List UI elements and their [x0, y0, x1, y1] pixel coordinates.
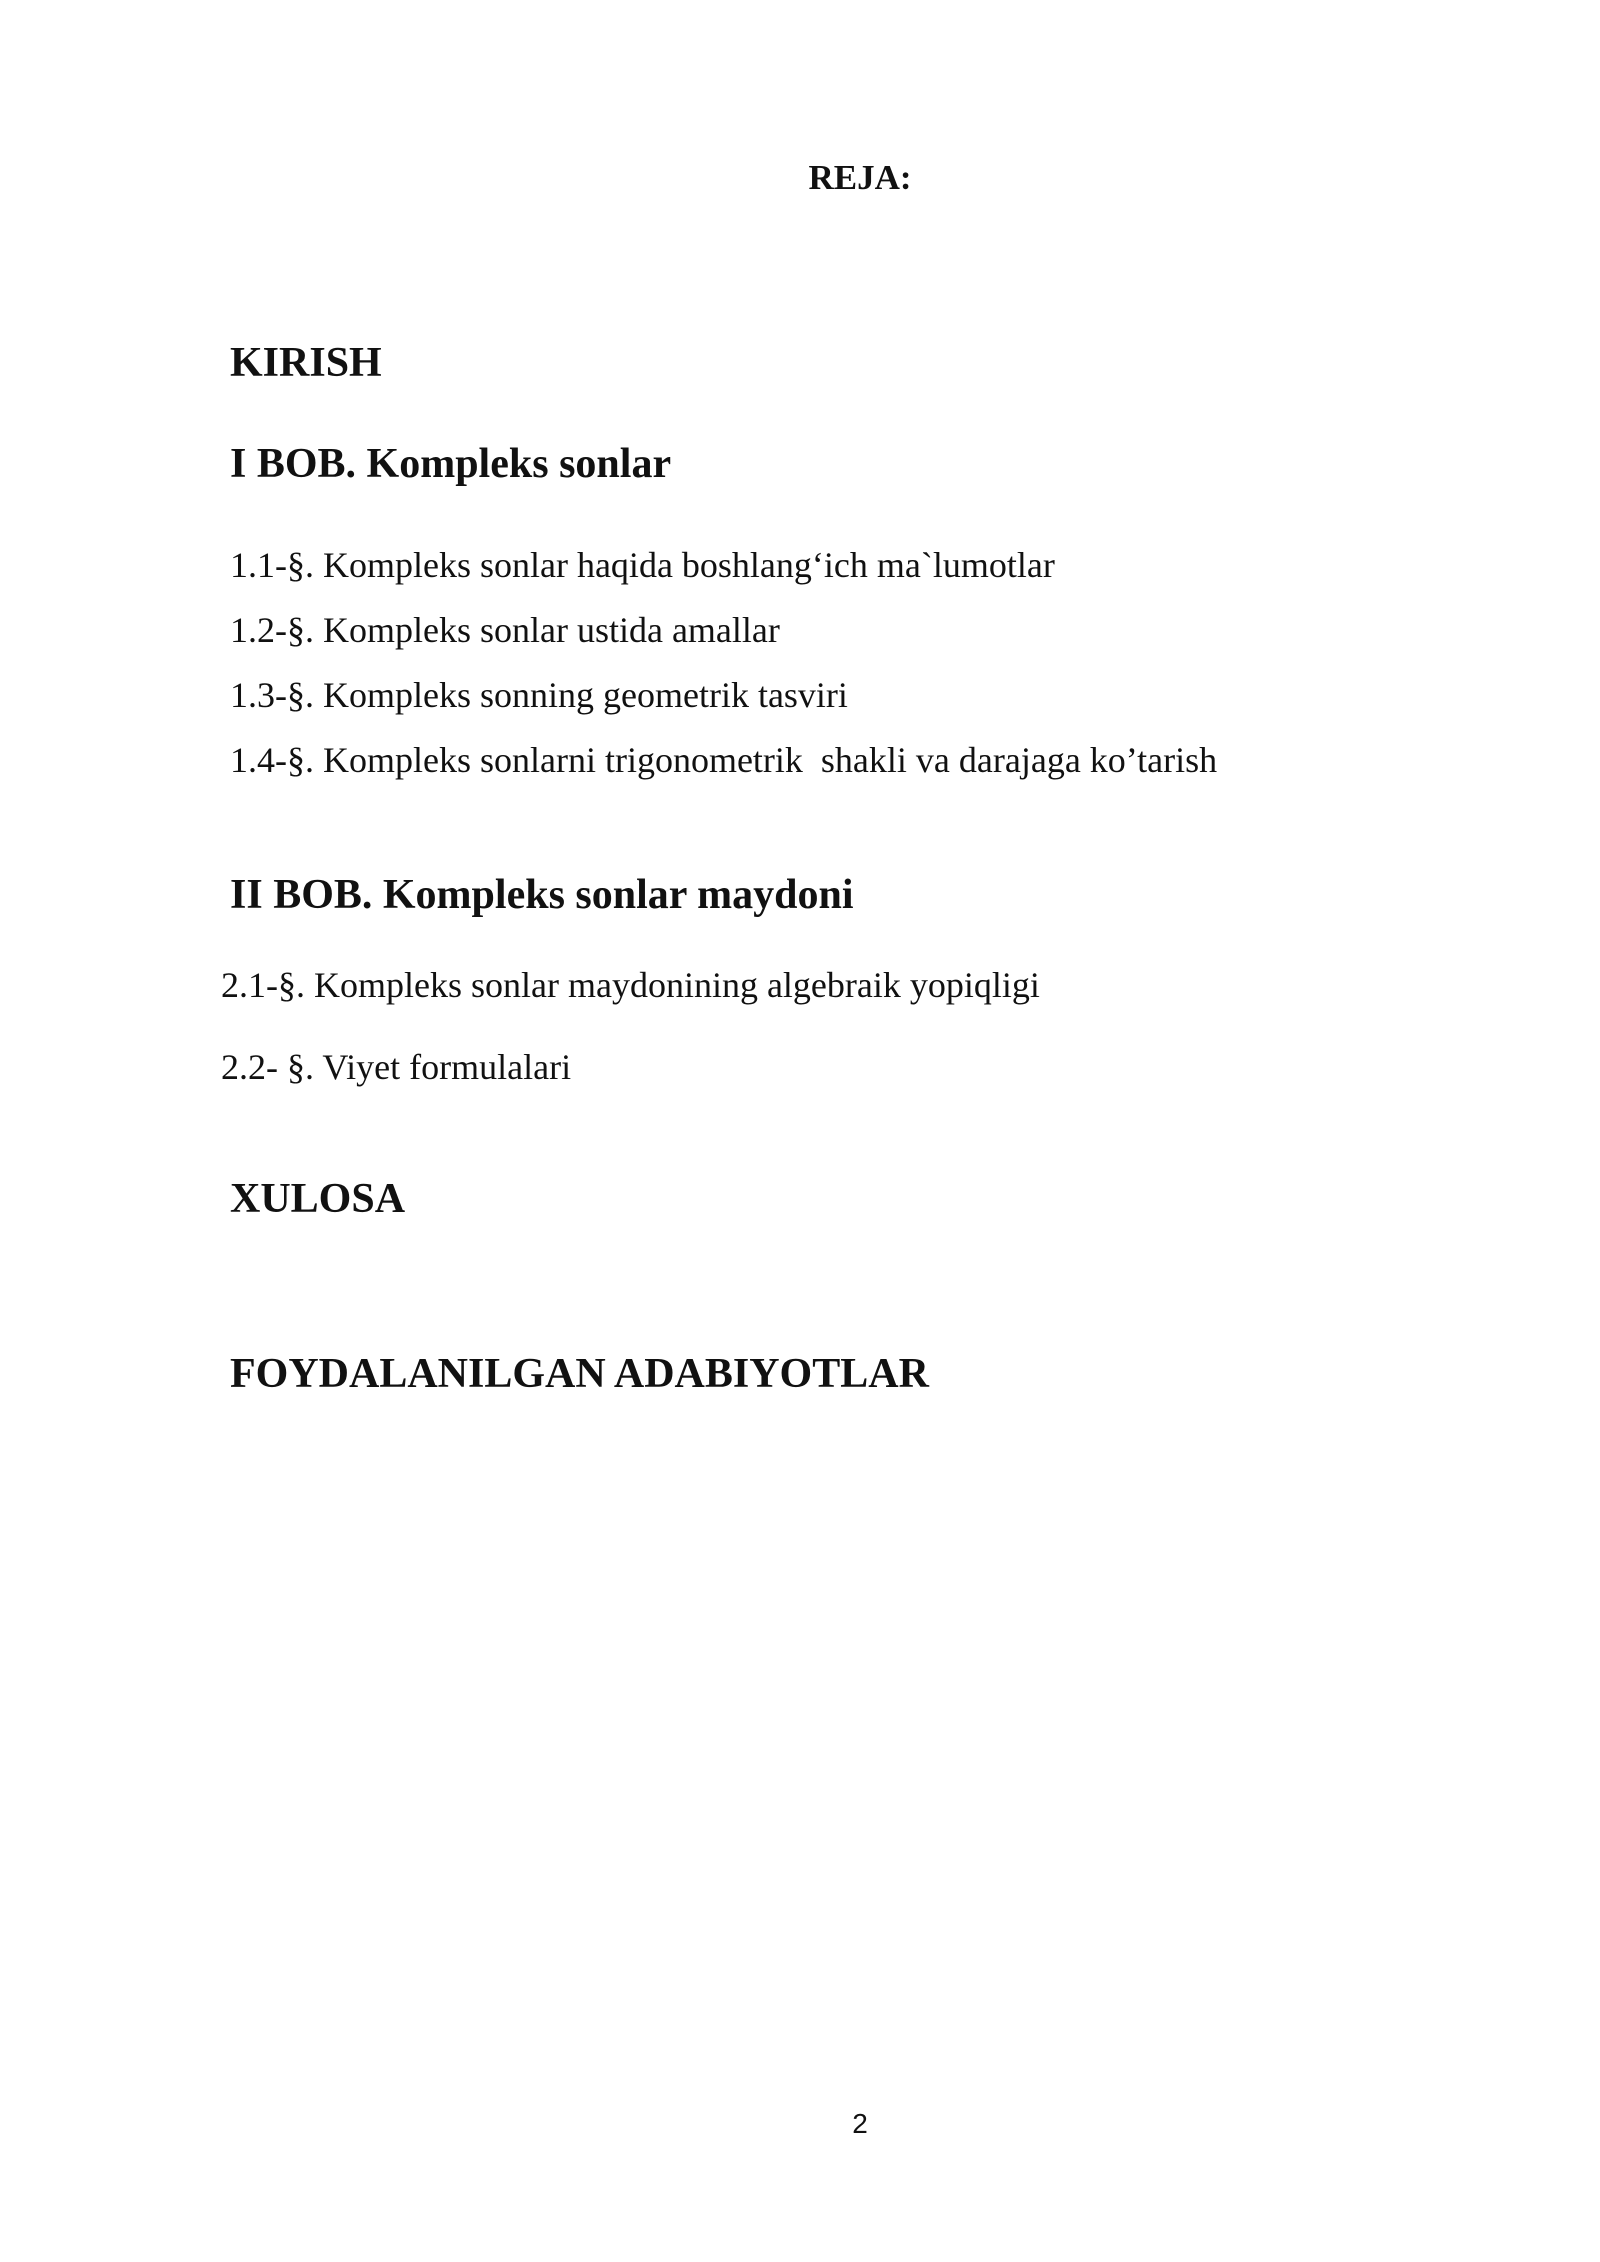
chapter-heading-1: I BOB. Kompleks sonlar	[230, 441, 672, 487]
page-title: REJA:	[808, 158, 912, 197]
toc-item-2-2: 2.2- §. Viyet formulalari	[221, 1047, 572, 1087]
section-heading-kirish: KIRISH	[230, 340, 382, 386]
chapter-heading-2: II BOB. Kompleks sonlar maydoni	[230, 872, 854, 918]
section-heading-references: FOYDALANILGAN ADABIYOTLAR	[230, 1351, 929, 1397]
toc-item-2-1: 2.1-§. Kompleks sonlar maydonining algebraik yopiqligi	[221, 965, 1040, 1005]
toc-item-1-2: 1.2-§. Kompleks sonlar ustida amallar	[230, 610, 780, 650]
toc-item-1-1: 1.1-§. Kompleks sonlar haqida boshlang‘ich ma`lumotlar	[230, 545, 1055, 585]
toc-item-1-4: 1.4-§. Kompleks sonlarni trigonometrik shakli va darajaga ko’tarish	[230, 740, 1218, 780]
page-number: 2	[852, 2108, 868, 2139]
section-heading-xulosa: XULOSA	[230, 1176, 406, 1222]
toc-item-1-3: 1.3-§. Kompleks sonning geometrik tasviri	[230, 675, 848, 715]
